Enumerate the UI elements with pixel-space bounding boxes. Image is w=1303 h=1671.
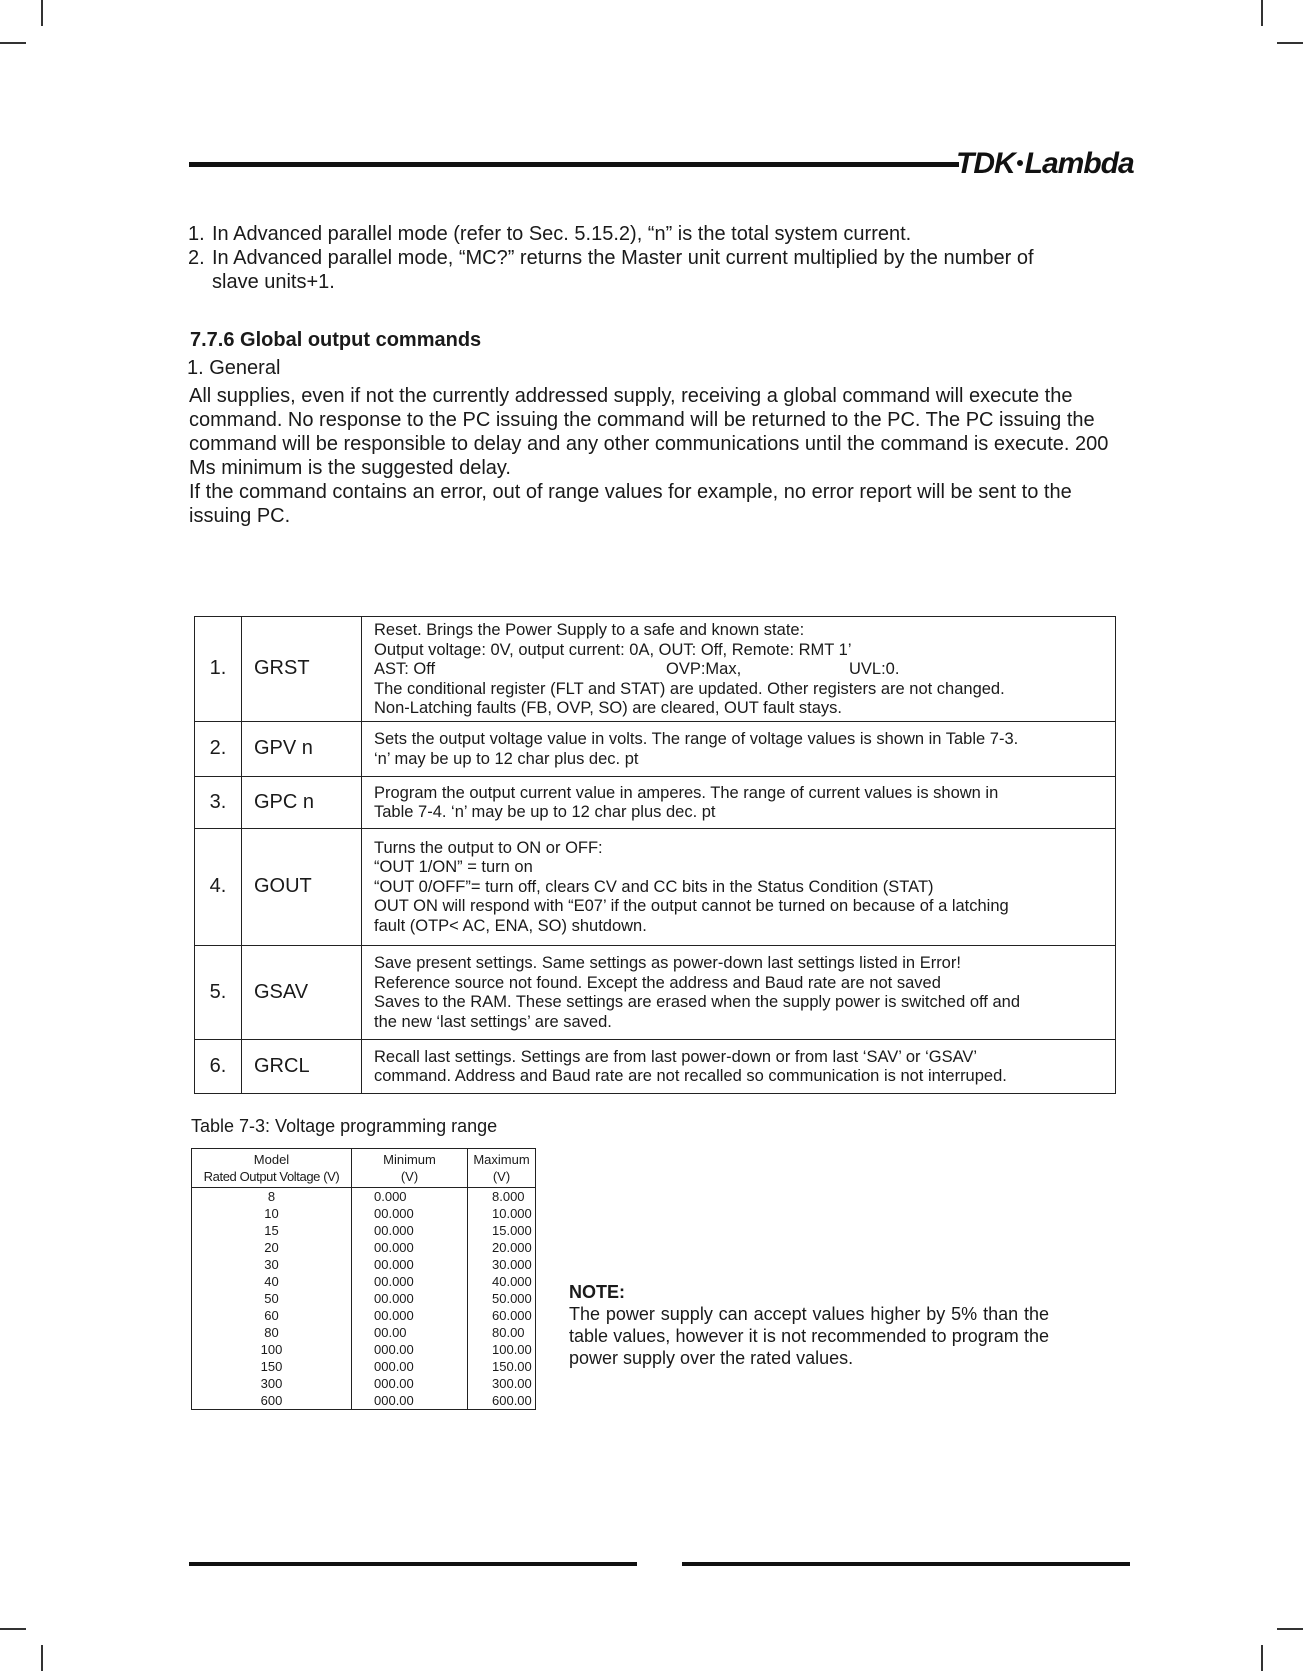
- minimum-cell: 00.000: [352, 1239, 468, 1256]
- maximum-cell: 600.00: [468, 1392, 536, 1410]
- model-voltage-cell: 40: [192, 1273, 352, 1290]
- maximum-cell: 80.00: [468, 1324, 536, 1341]
- command-name: GPV n: [242, 721, 362, 776]
- command-name: GOUT: [242, 828, 362, 945]
- model-voltage-cell: 30: [192, 1256, 352, 1273]
- model-voltage-cell: 60: [192, 1307, 352, 1324]
- minimum-cell: 0.000: [352, 1188, 468, 1206]
- section-title: 7.7.6 Global output commands: [190, 329, 482, 351]
- minimum-cell: 000.00: [352, 1392, 468, 1410]
- table-row: [192, 1205, 536, 1222]
- crop-mark: [1261, 0, 1263, 26]
- command-description: Program the output current value in amperes. The range of current values is shown in Table 7-4. ‘n’ may be up to 12 char plus dec. pt: [362, 776, 1116, 828]
- table-row: [195, 617, 1116, 722]
- maximum-cell: 8.000: [468, 1188, 536, 1206]
- crop-mark: [41, 0, 43, 26]
- minimum-cell: 00.000: [352, 1256, 468, 1273]
- table-row: [192, 1341, 536, 1358]
- maximum-cell: 30.000: [468, 1256, 536, 1273]
- model-voltage-cell: 300: [192, 1375, 352, 1392]
- minimum-cell: 00.000: [352, 1290, 468, 1307]
- model-voltage-cell: 100: [192, 1341, 352, 1358]
- maximum-cell: 50.000: [468, 1290, 536, 1307]
- table-row: [192, 1290, 536, 1307]
- model-voltage-cell: 20: [192, 1239, 352, 1256]
- minimum-cell: 00.00: [352, 1324, 468, 1341]
- table-row: [192, 1324, 536, 1341]
- table-row: [195, 721, 1116, 776]
- voltage-range-table: [191, 1148, 536, 1410]
- minimum-cell: 00.000: [352, 1205, 468, 1222]
- minimum-cell: 000.00: [352, 1375, 468, 1392]
- command-name: GRCL: [242, 1039, 362, 1093]
- minimum-cell: 00.000: [352, 1222, 468, 1239]
- table-row: [195, 945, 1116, 1039]
- table-header-row: [192, 1149, 536, 1188]
- table-row: [192, 1358, 536, 1375]
- maximum-cell: 10.000: [468, 1205, 536, 1222]
- column-header: Minimum (V): [352, 1149, 468, 1188]
- command-description: Save present settings. Same settings as power-down last settings listed in Error! Reference source not found. Except the address and Baud rate are not saved Saves to the RAM. These settings are erased when the supply power is switched off and the new ‘last settings’ are saved.: [362, 945, 1116, 1039]
- section-subtitle: 1. General: [187, 357, 281, 379]
- command-number: 1.: [195, 617, 242, 722]
- command-description: Sets the output voltage value in volts. The range of voltage values is shown in Table 7-3. ‘n’ may be up to 12 char plus dec. pt: [362, 721, 1116, 776]
- paragraph: All supplies, even if not the currently addressed supply, receiving a global command will execute the command. No response to the PC issuing the command will be returned to the PC. The PC issuing the command will be responsible to delay and any other communications until the command is execute. 200 Ms minimum is the suggested delay.: [189, 385, 1109, 479]
- command-number: 5.: [195, 945, 242, 1039]
- column-header: Model Rated Output Voltage (V): [192, 1149, 352, 1188]
- model-voltage-cell: 150: [192, 1358, 352, 1375]
- maximum-cell: 100.00: [468, 1341, 536, 1358]
- command-number: 3.: [195, 776, 242, 828]
- table-row: [192, 1222, 536, 1239]
- maximum-cell: 60.000: [468, 1307, 536, 1324]
- brand-logo: TDK Lambda: [956, 147, 1134, 180]
- footer-rule-right: [682, 1562, 1130, 1566]
- model-voltage-cell: 50: [192, 1290, 352, 1307]
- minimum-cell: 00.000: [352, 1307, 468, 1324]
- table-row: [192, 1273, 536, 1290]
- maximum-cell: 300.00: [468, 1375, 536, 1392]
- table-row: [192, 1188, 536, 1206]
- section-body: [189, 384, 1119, 528]
- footnote-1: 1. In Advanced parallel mode (refer to Sec. 5.15.2), “n” is the total system current.: [188, 223, 912, 245]
- table-row: [195, 1039, 1116, 1093]
- table-row: [192, 1307, 536, 1324]
- header-rule: [189, 162, 959, 167]
- column-header: Maximum (V): [468, 1149, 536, 1188]
- model-voltage-cell: 80: [192, 1324, 352, 1341]
- table-row: [195, 828, 1116, 945]
- paragraph: If the command contains an error, out of range values for example, no error report will be sent to the issuing PC.: [189, 481, 1072, 527]
- crop-mark: [1261, 1645, 1263, 1671]
- model-voltage-cell: 600: [192, 1392, 352, 1410]
- command-description: Turns the output to ON or OFF: “OUT 1/ON” = turn on “OUT 0/OFF”= turn off, clears CV and CC bits in the Status Condition (STAT) OUT ON will respond with “E07’ if the output cannot be turned on because of a latching fault (OTP< AC, ENA, SO) shutdown.: [362, 828, 1116, 945]
- command-name: GPC n: [242, 776, 362, 828]
- footnote-2: 2. In Advanced parallel mode, “MC?” returns the Master unit current multiplied by the number of slave units+1.: [188, 247, 1034, 293]
- model-voltage-cell: 15: [192, 1222, 352, 1239]
- note-body: The power supply can accept values higher by 5% than the table values, however it is not recommended to program the power supply over the rated values.: [569, 1304, 1049, 1368]
- minimum-cell: 000.00: [352, 1358, 468, 1375]
- model-voltage-cell: 8: [192, 1188, 352, 1206]
- minimum-cell: 000.00: [352, 1341, 468, 1358]
- table-row: [192, 1256, 536, 1273]
- footer-rule-left: [189, 1562, 637, 1566]
- model-voltage-cell: 10: [192, 1205, 352, 1222]
- note-title: NOTE:: [569, 1282, 625, 1302]
- maximum-cell: 40.000: [468, 1273, 536, 1290]
- crop-mark: [1277, 42, 1303, 44]
- maximum-cell: 150.00: [468, 1358, 536, 1375]
- crop-mark: [41, 1645, 43, 1671]
- minimum-cell: 00.000: [352, 1273, 468, 1290]
- table-row: [192, 1239, 536, 1256]
- command-description: Reset. Brings the Power Supply to a safe and known state: Output voltage: 0V, output current: 0A, OUT: Off, Remote: RMT 1’ AST: Off OVP:Max, UVL:0. The conditional register (FLT and STAT) are updated. Other registers are not changed. Non-Latching faults (FB, OVP, SO) are cleared, OUT fault stays.: [362, 617, 1116, 722]
- table-row: [192, 1375, 536, 1392]
- maximum-cell: 20.000: [468, 1239, 536, 1256]
- command-name: GRST: [242, 617, 362, 722]
- command-description: Recall last settings. Settings are from last power-down or from last ‘SAV’ or ‘GSAV’ command. Address and Baud rate are not recalled so communication is not interruped.: [362, 1039, 1116, 1093]
- crop-mark: [0, 42, 26, 44]
- command-number: 4.: [195, 828, 242, 945]
- global-commands-table: [194, 616, 1116, 1094]
- crop-mark: [1277, 1628, 1303, 1630]
- crop-mark: [0, 1628, 26, 1630]
- command-name: GSAV: [242, 945, 362, 1039]
- command-number: 2.: [195, 721, 242, 776]
- maximum-cell: 15.000: [468, 1222, 536, 1239]
- table-row: [195, 776, 1116, 828]
- command-number: 6.: [195, 1039, 242, 1093]
- table-row: [192, 1392, 536, 1410]
- table-caption: Table 7-3: Voltage programming range: [191, 1116, 498, 1136]
- note-box: [569, 1281, 1049, 1369]
